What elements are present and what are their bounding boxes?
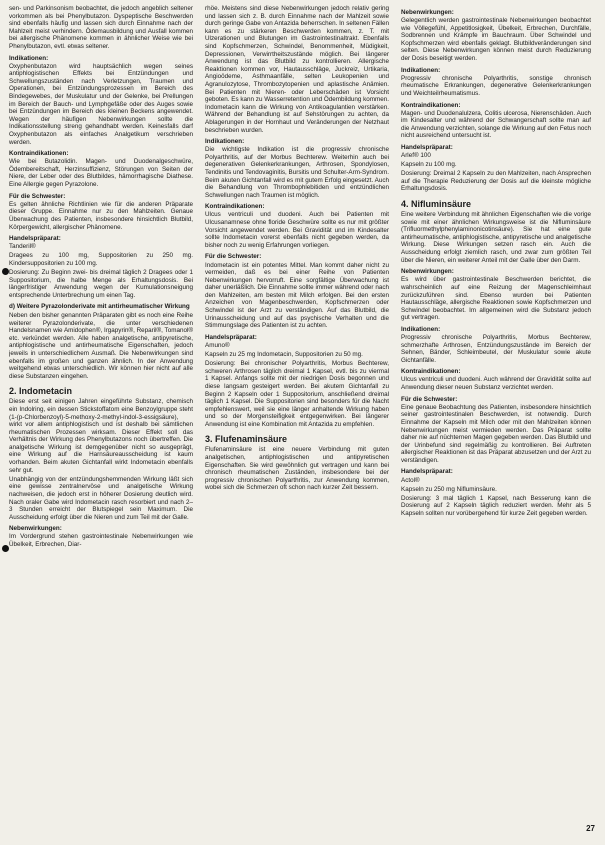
subsection-heading: d) Weitere Pyrazolonderivate mit antirheumatischer Wirkung <box>9 303 190 311</box>
body-paragraph: Im Vordergrund stehen gastrointestinale Nebenwirkungen wie Übelkeit, Erbrechen, Diar- <box>9 533 193 548</box>
section-label: Indikationen: <box>9 54 49 62</box>
section-label: Nebenwirkungen: <box>401 268 454 276</box>
body-paragraph: Progressiv chronische Polyarthritis, sonstige chronisch rheumatische Erkrankungen, degenerative Gelenkerkrankungen und Weichteilrheumatismus. <box>401 74 591 97</box>
body-paragraph: Arlef® 100 <box>401 152 431 160</box>
body-paragraph: Es gelten ähnliche Richtlinien wie für die anderen Präparate dieser Gruppe. Einnahme nur zu den Mahlzeiten. Genaue Überwachung des Patienten, insbesondere hinsichtlich Blutbild, Körpergewicht, allergischer Phänomene. <box>9 200 193 231</box>
section-heading: 2. Indometacin <box>9 386 73 397</box>
body-paragraph: Flufenaminsäure ist eine neuere Verbindung mit guten analgetischen, antiphlogistischen und antipyretischen Eigenschaften. Sie wird gewöhnlich gut vertragen und kann bei chronisch rheumatischen Zuständen, insbesondere bei der progressiv chronischen Polyarthritis, zur Anwendung kommen, wobei sich die Schmerzen oft schon nach kurzer Zeit bessern. <box>205 446 389 492</box>
body-paragraph: Dragees zu 100 mg, Suppositorien zu 250 mg. Kindersuppositorien zu 100 mg. <box>9 252 193 267</box>
binder-hole-mark <box>2 545 9 552</box>
body-paragraph: Dosierung: Bei chronischer Polyarthritis, Morbus Bechterew, schweren Arthrosen täglich dreimal 1 Kapsel, evtl. bis zu viermal 1 Kapsel. Anfangs sollte mit der niedrigen Dosis begonnen und diese langsam gesteigert werden. Bei akutem Gichtanfall zu Beginn 2 Kapseln oder 1 Suppositorium, anschließend dreimal täglich 1 Kapsel. Die Suppositorien sind besonders für die Nacht empfehlenswert, weil sie eine länger anhaltende Wirkung haben und so der Morgensteifigkeit entgegenwirken. Bei längerer Anwendung ist eine Kombination mit Antazida zu empfehlen. <box>205 360 389 428</box>
section-label: Indikationen: <box>401 325 441 333</box>
body-paragraph: Unabhängig von der entzündungshemmenden Wirkung läßt sich eine gewisse zentralnervöse und analgetische Wirkung nachweisen, die jedoch erst in höherer Dosierung deutlich wird. Nach oraler Gabe wird Indometacin rasch resorbiert und nach 2–3 Stunden erreicht der Blutspiegel sein Maximum. Die Ausscheidung erfolgt über die Nieren und zum Teil mit der Galle. <box>9 475 193 521</box>
body-paragraph: Actol® <box>401 476 420 484</box>
body-paragraph: Eine genaue Beobachtung des Patienten, insbesondere hinsichtlich seiner gastrointestinalen Beschwerden, ist notwendig. Durch Einnahme der Kapseln mit Milch oder mit den Mahlzeiten können Nebenwirkungen meist vermieden werden. Das Präparat sollte daher nie auf nüchternen Magen gegeben werden. Das Blutbild und der Urinbefund sind regelmäßig zu kontrollieren. Bei Auftreten allergischer Reaktionen ist das Präparat abzusetzen und der Arzt zu verständigen. <box>401 403 591 464</box>
body-paragraph: Dosierung: 3 mal täglich 1 Kapsel, nach Besserung kann die Dosierung auf 2 Kapseln täglich reduziert werden. Mehr als 5 Kapseln sollten nur vorübergehend für kurze Zeit gegeben werden. <box>401 494 591 517</box>
body-paragraph: Magen- und Duodenalulzera, Colitis ulcerosa, Nierenschäden. Auch im Kindesalter und während der Schwangerschaft sollte man auf die Anwendung verzichten, solange die Wirkung auf den Fetus noch nicht ausreichend untersucht ist. <box>401 109 591 140</box>
section-label: Kontraindikationen: <box>401 368 461 376</box>
body-paragraph: rhöe. Meistens sind diese Nebenwirkungen jedoch relativ gering und lassen sich z. B. durch Einnahme nach der Mahlzeit sowie durch geringe Gabe von Antazida beherrschen. In seltenen Fällen kann es zu stärkeren Beschwerden kommen, z. T. mit Ulzerationen und Blutungen im Gastrointestinaltrakt. Ebenfalls sind Kopfschmerzen, Schwindel, Benommenheit, Müdigkeit, Depressionen, Verwirrtheitszustände möglich. Bei längerer Anwendung ist das Blutbild zu kontrollieren. Allergische Reaktionen kommen vor, Hautausschläge, Juckreiz, Urtikaria, Angioödeme, Asthmaanfälle, selten Leukopenien und Agranulozytose, Thrombozytopenien und aplastische Anämien. Bei Patienten mit Nieren- oder Leberschäden ist Vorsicht geboten. Es kann zu Wasserretention und Ödembildung kommen. Indometacin kann die Wirkung von Antikoagulantien verstärken. Während der Behandlung ist auf Sehstörungen zu achten, da Ablagerungen in der Hornhaut und Veränderungen der Netzhaut beschrieben wurden. <box>205 5 389 134</box>
section-label: Kontraindikationen: <box>205 203 265 211</box>
body-paragraph: sen- und Parkinsonism beobachtet, die jedoch angeblich seltener vorkommen als bei Phenylbutazon. Dyspeptische Beschwerden sind ebenfalls häufig und lassen sich durch Einnahme nach der Mahlzeit meist verhindern. Ödemausbildung und Ausfall kommen bei allergische Phänomene kommen in ähnlicher Weise wie bei Phenylbutazon, evtl. etwas seltener. <box>9 5 193 50</box>
body-paragraph: Die wichtigste Indikation ist die progressiv chronische Polyarthritis, auf der Morbus Bechterew. Weiterhin auch bei degenerativen Gelenkerkrankungen, Arthrosen, Spondylosen, Tendinitis und Tendovaginitis, Bursitis und Schulter-Arm-Syndrom. Beim akuten Gichtanfall wird es mit gutem Erfolg eingesetzt. Auch die Behandlung von Thrombophlebitiden und entzündlichen Schwellungen nach Traumen ist möglich. <box>205 146 389 199</box>
body-paragraph: Wie bei Butazolidin. Magen- und Duodenalgeschwüre, Ödembereitschaft, Herzinsuffizienz, Störungen von Seiten der Niere, der Leber oder des Blutbildes, hämorrhagische Diathese. Eine Allergie gegen Pyrazolone. <box>9 158 193 189</box>
body-paragraph: Oxyphenbutazon wird hauptsächlich wegen seines antiphlogistischen Effekts bei Entzündungen und Schwellungszuständen nach Verletzungen, Traumen und Operationen, bei Entzündungsprozessen im Bereich des Bindegewebes, der Muskulatur und der Gelenke, bei Prellungen im Bereich der Bauch- und Lymphgefäße oder des Auges sowie bei Entzündungen im Bereich des kleinen Beckens angewendet. Wegen der häufigen Nebenwirkungen sollte die Indikationsstellung streng gehandhabt werden. Keinesfalls darf Oxyphenbutazon als einfaches Analgetikum verschrieben werden. <box>9 62 193 146</box>
body-paragraph: Neben den bisher genannten Präparaten gibt es noch eine Reihe weiterer Pyrazolonderivate, die unter verschiedenen Handelsnamen wie Amidophen®, Irgapyrin®, Reparil®, Tomanol® etc. verkündet werden. Alle haben analgetische, antipyretische, antiphlogistische und antirheumatische Eigenschaften, jedoch jeweils in unterschiedlichem Ausmaß. Die Nebenwirkungen sind ebenfalls im großen und ganzen ähnlich. In der Anwendung weitgehend etwas unterschiedlich. Wir können hier nicht auf alle diese Substanzen eingehen. <box>9 311 193 380</box>
section-label: Handelspräparat: <box>205 333 257 341</box>
body-paragraph: Ulcus ventriculi und duodeni. Auch während der Gravidität sollte auf Anwendung dieser neuen Substanz verzichtet werden. <box>401 376 591 392</box>
body-paragraph: Dosierung: Dreimal 2 Kapseln zu den Mahlzeiten, nach Ansprechen auf die Therapie Reduzierung der Dosis auf die kleinste mögliche Erhaltungsdosis. <box>401 170 591 193</box>
body-paragraph: Eine weitere Verbindung mit ähnlichen Eigenschaften wie die vorige sowie mit einer ähnlichen Wirkungsweise ist die Nifluminsäure (Trifluormethylphenylaminonicotinsäure). Sie hat eine gute antirheumatische, antiphlogistische, antipyretische und analgetische Wirkung. Diese Wirkungen setzen rasch ein. Auch die Ausscheidung erfolgt ziemlich rasch, und zwar zum größten Teil über die Nieren, ein weiterer Anteil mit der Galle über den Darm. <box>401 211 591 264</box>
body-paragraph: Diese erst seit einigen Jahren eingeführte Substanz, chemisch ein Indolring, ein dessen Stickstoffatom eine Benzoylgruppe steht (1-(p-Chlorbenzoyl)-5-methoxy-2-methyl-indol-3-essigsäure), wirkt vor allem antiphlogistisch und ist deshalb bei sämtlichen rheumatischen Prozessen wirksam. Dieser Effekt soll das Verhältnis der Wirkung des Phenylbutazons noch übertreffen. Die analgetische Wirkung ist demgegenüber nicht so ausgeprägt, eine Wirkung auf die Harnsäureausscheidung ist kaum vorhanden. Beim akuten Gichtanfall wirkt Indometacin ebenfalls sehr gut. <box>9 398 193 474</box>
section-heading: 4. Nifluminsäure <box>401 199 472 210</box>
section-label: Für die Schwester: <box>205 253 262 261</box>
section-label: Für die Schwester: <box>9 192 66 200</box>
section-label: Indikationen: <box>205 138 245 146</box>
body-paragraph: Amuno® <box>205 341 230 349</box>
body-paragraph: Kapseln zu 250 mg Nifluminsäure. <box>401 485 497 493</box>
section-label: Handelspräparat: <box>401 144 453 151</box>
section-label: Indikationen: <box>401 66 441 74</box>
text-column-left <box>9 5 193 841</box>
section-label: Handelspräparat: <box>9 235 61 243</box>
section-label: Für die Schwester: <box>401 395 458 403</box>
text-column-right <box>401 5 591 841</box>
body-paragraph: Kapseln zu 100 mg. <box>401 161 457 169</box>
section-label: Handelspräparat: <box>401 468 453 476</box>
section-label: Kontraindikationen: <box>401 101 461 109</box>
text-column-middle <box>205 5 389 841</box>
section-heading: 3. Flufenaminsäure <box>205 434 288 445</box>
body-paragraph: Gelegentlich werden gastrointestinale Nebenwirkungen beobachtet wie Völlegefühl, Appetitlosigkeit, Übelkeit, Erbrechen, Durchfälle, Sodbrennen und Krämpfe im Bauchraum. Über Schwindel und Kopfschmerzen wird ebenfalls geklagt. Blutbildveränderungen sind selten. Diese Nebenwirkungen können meist durch Reduzierung der Dosis beseitigt werden. <box>401 17 591 63</box>
section-label: Nebenwirkungen: <box>9 525 62 533</box>
body-paragraph: Es wird über gastrointestinale Beschwerden berichtet, die wahrscheinlich auf eine Reizung der Magenschleimhaut zurückzuführen sind. Ebenso wurden bei Patienten Hautausschläge, allergische Reaktionen sowie Kopfschmerzen und Schwindel beobachtet. Im allgemeinen wird die Substanz jedoch gut vertragen. <box>401 276 591 322</box>
body-paragraph: Ulcus ventriculi und duodeni. Auch bei Patienten mit Ulcusanamnese ohne floride Geschwüre sollte es nur mit größter Vorsicht angewendet werden. Bei Gravidität und im Kindesalter sollte Indometacin vorerst ebenfalls nicht gegeben werden, da bisher noch zu wenig Erfahrungen vorliegen. <box>205 211 389 249</box>
body-paragraph: Kapseln zu 25 mg Indometacin, Suppositorien zu 50 mg. <box>205 351 363 359</box>
section-label: Kontraindikationen: <box>9 150 69 158</box>
body-paragraph: Indometacin ist ein potentes Mittel. Man kommt daher nicht zu vermeiden, daß es bei einer Reihe von Patienten Nebenwirkungen hervorruft. Eine sorgfältige Überwachung ist daher unerläßlich. Die Einnahme sollte immer während oder nach den Mahlzeiten, am besten mit Milch erfolgen. Bei den ersten Anzeichen von Magenbeschwerden, Kopfschmerzen oder Schwindel ist der Arzt zu verständigen. Auf das Blutbild, die Urinausscheidung und auf das psychische Verhalten und die Stimmungslage des Patienten ist zu achten. <box>205 261 389 330</box>
body-paragraph: Dosierung: Zu Beginn zwei- bis dreimal täglich 2 Dragees oder 1 Suppositorium, die halbe Menge als Erhaltungsdosis. Bei längerfristiger Anwendung wegen der Kumulationsneigung entsprechende Unterbrechung um einen Tag. <box>9 269 193 299</box>
binder-hole-mark <box>2 268 9 275</box>
body-paragraph: Tanderil® <box>9 243 36 251</box>
section-label: Nebenwirkungen: <box>401 9 454 16</box>
page-number: 27 <box>586 824 595 833</box>
body-paragraph: Progressiv chronische Polyarthritis, Morbus Bechterew, schmerzhafte Arthrosen, Entzündungszustände im Bereich der Sehnen, Bänder, Schleimbeutel, der Muskulatur sowie akute Gichtanfälle. <box>401 333 591 364</box>
